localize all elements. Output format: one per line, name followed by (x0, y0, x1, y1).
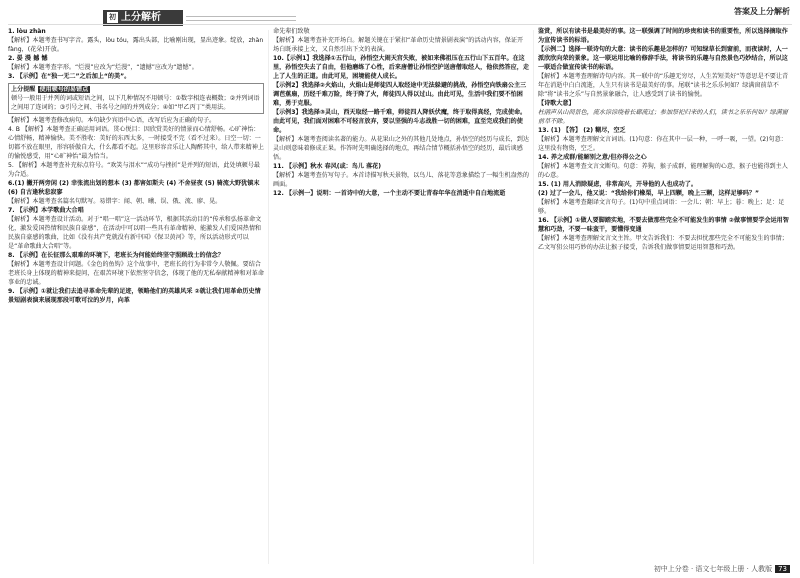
answer-paragraph: 【诗歌大意】 (538, 100, 575, 107)
answer-paragraph: 15. (1) 用人消除疑虑，非常高兴，开导他的人也成功了。 (538, 181, 697, 188)
answer-paragraph: 1. lòu zhàn (8, 28, 46, 35)
answer-column-1 (8, 27, 264, 305)
answer-paragraph: 【解析】本题考查修改病句。本句缺少宾语中心语，改写后应为正确的句子。 (8, 117, 216, 124)
tip-title: 上分提醒 (11, 86, 38, 93)
answer-paragraph: 2. 晏 漫 撼 憾 (8, 55, 48, 62)
page-footer (654, 564, 790, 574)
answer-paragraph: 【解析】本题考查理解文言文主旨。甲文告诉我们：不要去担忧那些完全不可能发生的事情；乙文写狙公用巧妙的办法让猴子接受，告诉我们做事情要运用智慧和巧劲。 (538, 235, 788, 251)
answer-paragraph: 【解析】本题考查文言文断句。句意：养狗，猴子成群，能理解狗的心意，猴子也能得到主人的心意。 (538, 163, 788, 179)
answer-paragraph: 9. 【示例】①就让我们去追寻革命先辈的足迹，领略他们的英雄风采 ②就让我们用革命历史情景短剧表演来展现那段可歌可泣的岁月，向革 (8, 288, 261, 304)
answer-paragraph: 【解析】本题考查字形。“烂漫”应改为“烂漫”，“遗撼”应改为“遗憾”。 (8, 64, 198, 71)
tip-subtitle: 使用顿号的易错点 (39, 86, 89, 93)
header-right-label: 答案及上分解析 (734, 7, 790, 16)
answer-paragraph: 14. 养之成群/能解别之意/但亦得公之心 (538, 154, 647, 161)
answer-paragraph: 【解析】本题考查设计活动。对于“唱一唱”这一活动环节，根据其活动目的“传承和弘扬革命文化，激发爱国热情和民族自豪感”，在活动中可以唱一些具有革命精神、能激发人们爱国热情和民族自豪感的歌曲，比如《没有共产党就没有新中国》《保卫黄河》等，所以活动形式可以是“革命歌曲大合唱”等。 (8, 216, 262, 250)
answer-paragraph: 【解析】本题考查名篇名句默写。易错字：闻、朝、曦、误、俄、流、廖、晃。 (8, 198, 222, 205)
answer-paragraph: 【解析】本题考查阅读名著的能力。从花果山之外的其他几处地点，孙悟空的经历与成长，到达灵山则意味着修成正果。作答时先明确选择的地点，再结合情节概括孙悟空的经历，最后谈感悟。 (273, 136, 529, 161)
answer-column-2 (273, 27, 529, 198)
answer-paragraph: 【解析】本题考查仿写句子。本首诗描写秋天景物，以鸟儿、落花等意象描绘了一幅生机盎然的画面。 (273, 172, 529, 188)
answer-column-3 (538, 27, 792, 252)
answer-paragraph: 3. 【示例】在“独一无二”之后加上“的美”。 (8, 73, 131, 80)
answer-paragraph: 【示例二】选择一联诗句的大意：读书的乐趣是怎样的？可知绿草长到窗前，而夜读时，人一派欣欣向荣的景象。这一联运用比喻的修辞手法，将读书的乐趣与自然景色巧妙结合，所以这一联适合做宣传读书的标语。 (538, 46, 788, 71)
column-divider-2 (533, 30, 534, 564)
answer-paragraph: 10.【示例1】我选择①五行山，孙悟空大闹天宫失败，被如来佛祖压在五行山下五百年。在这里，孙悟空失去了自由，但他磨练了心性，后来唐僧让孙悟空护送唐僧取经人，他依然答应，走上了人生的正道。由此可见，困境能使人成长。 (273, 55, 529, 80)
answer-paragraph: 鉴赏，所以有读书是最美好的事。这一联强调了时间的珍贵和读书的重要性，所以选择摘取作为宣传读书的标语。 (538, 28, 788, 44)
answer-paragraph: 5. 【解析】本题考查补充标点符号。“欢笑与泪水”“成功与挫折”是并列的短语，此处填顿号最为合适。 (8, 162, 260, 178)
header-band (0, 4, 300, 24)
tip-box (8, 83, 264, 114)
answer-paragraph: 16. 【示例】①做人要脚踏实地，不要去做那些完全不可能发生的事情 ②做事情要学会运用智慧和巧劲，不要一味蛮干，要懂得变通 (538, 217, 789, 233)
logo-badge: 初 (109, 12, 116, 21)
answer-paragraph: 【解析】本题考查理解诗句内容。其一联中的“乐趣无穷尽，人生苦短美好”等意思是不要让青年在消逝中白白流逝，人生只有读书是最美好的事。尾联“读书之乐乐何如？绿满窗前草不除”将“读书之乐”与自然景象融合，让人感受到了读书的愉悦。 (538, 73, 789, 98)
footer-book-title: 初中上分卷 · 语文七年级上册 · 人教版 (653, 565, 773, 573)
answer-paragraph: 4. B 【解析】本题考查正确运用词语。贯心悦目：因欣赏美好的情景而心情舒畅。心旷神怡：心情舒畅，精神愉快。美不胜收：美好的东西太多，一时接受不完（看不过来）。日空一切：一切都不放在眼里，形容骄傲自大，什么都看不起。这里形容音乐让人陶醉其中，给人带来精神上的愉悦感受，用“心旷神怡”最为恰当。 (8, 126, 264, 160)
answer-paragraph: 【示例3】我选择③灵山，西天取经一路千难，师徒四人降妖伏魔，终于取得真经，完成使命。由此可见，我们面对困难不可轻言放弃，要以坚强的斗志战胜一切的困难，直至完成我们的使命。 (273, 109, 527, 134)
answer-paragraph: 【解析】本题考查翻译文言句子。(1)句中重点词语：一会儿；朝：早上；暮：晚上；足：足够。 (538, 199, 785, 215)
answer-paragraph: 【解析】本题考查设计问题。《金色的鱼钩》这个故事中，老班长的行为非常令人敬佩。要结合老班长身上体现的精神来提问，在艰苦环境下依然坚守信念，体现了他的无私奉献精神和对革命事业的忠诚。 (8, 261, 264, 286)
answer-paragraph: 13. (1) 【答】 (2) 糊尽，空乏 (538, 127, 626, 134)
answer-paragraph: 【解析】本题考查补充开场白。解题关键在于紧扣“革命历史情景剧表演”的活动内容，保证开场白既承接上文，又自然引出下文的表演。 (273, 37, 524, 53)
answer-paragraph: (2) 过了一会儿，他又说：“我给你们橡栗，早上四颗，晚上三颗，这样足够吗？” (538, 190, 760, 197)
page-number: 73 (775, 565, 790, 573)
logo-title: 上分解析 (121, 12, 161, 23)
tip-text: 顿号一般用于并列的词或短语之间，以下几种情况不用顿号：①数字相连表概数；②并列词语之间用了连词的；③引号之间、书名号之间的并列成分；④如“甲乙丙丁”类用法。 (11, 95, 260, 111)
header-decoration (186, 16, 296, 21)
tip-header (11, 85, 261, 94)
answer-paragraph: 12. 【示例一】说明：一首诗中的大意，一个主动不要让青春年华在消逝中自白地流逝 (273, 190, 506, 197)
answer-paragraph: 6.(1) 撇开两旁闲 (2) 幸张流出划的想本 (3) 都害如斯夫 (4) 不舍昼夜 (5) 骑流大野犹镇末 (6) 自古逢秋悲寂寥 (8, 180, 260, 196)
header-divider (8, 24, 792, 25)
answer-paragraph: 【解析】本题考查书写字音。露头，lòu tóu，露出头部，比喻刚出现，显出迹象。绽放，zhàn fàng，(花朵)开放。 (8, 37, 264, 53)
answer-paragraph: 7. 【示例】本学歌曲大合唱 (8, 207, 84, 214)
answer-paragraph: 杜鹃声从山间景色，流水淙淙绕着长廊流过；参加祭祀归来的人们，读书之乐乐何如？绿满窗前草不除。 (538, 109, 788, 125)
answer-paragraph: 【示例2】我选择②火焰山，火焰山是师徒四人取经途中无法躲避的挑战，孙悟空向铁扇公主三调芭蕉扇，历经千难万险，终于降了火，师徒四人得以过山。由此可见，生活中我们要不怕困难，勇于克服。 (273, 82, 527, 107)
answer-paragraph: 8. 【示例】在长征那么艰难的环境下，老班长为何能始终坚守照顾战士的信念？ (8, 252, 224, 259)
column-divider-1 (268, 30, 269, 564)
answer-paragraph: 11. 【示例】秋水 春风(或：鸟儿 落花) (273, 163, 382, 170)
answer-paragraph: 【解析】本题考查理解文言词语。(1)句意：你在其中一层一种，一呼一吸，一望。(2)句意：这里没有物资，空乏。 (538, 136, 787, 152)
answer-paragraph: 命先辈们致敬 (273, 28, 310, 35)
